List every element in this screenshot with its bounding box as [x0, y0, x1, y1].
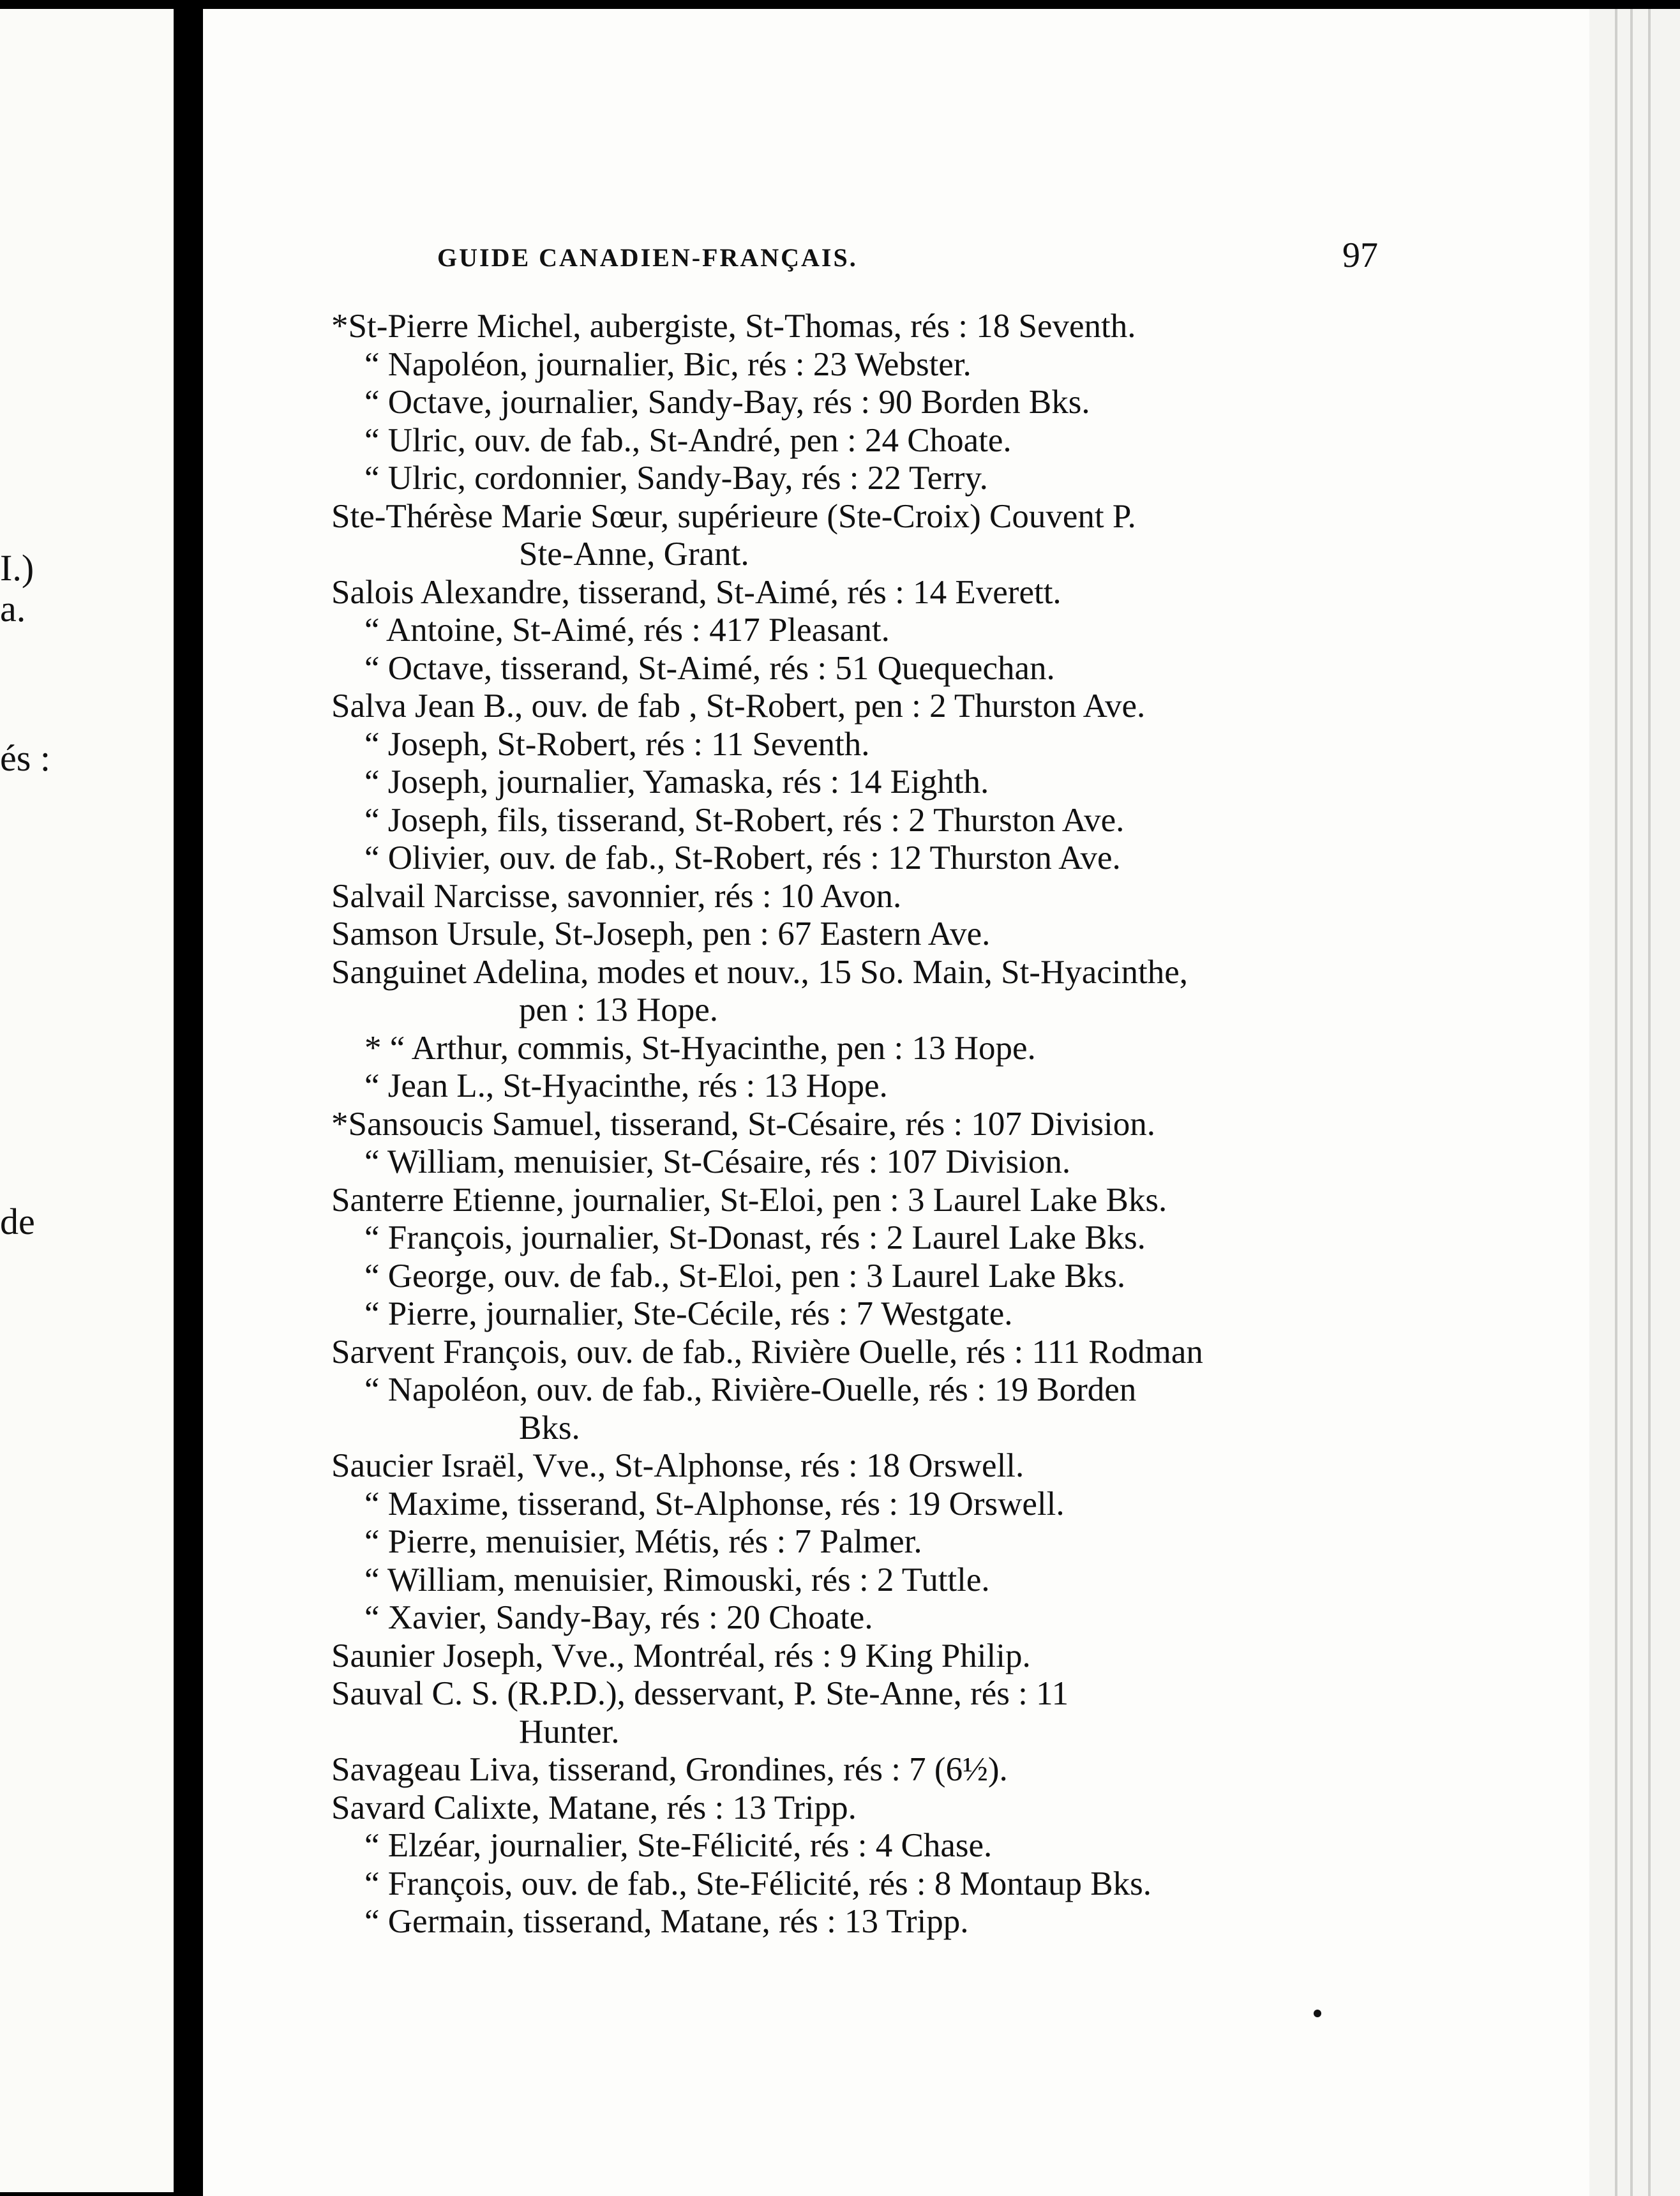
directory-entry-line: “ Octave, tisserand, St-Aimé, rés : 51 Quequechan. — [364, 649, 1055, 687]
directory-entry-line: “ Octave, journalier, Sandy-Bay, rés : 90 Borden Bks. — [364, 384, 1090, 421]
directory-entry-line: “ Napoléon, journalier, Bic, rés : 23 Webster. — [364, 345, 971, 383]
directory-entry-line: “ Joseph, fils, tisserand, St-Robert, rés : 2 Thurston Ave. — [364, 801, 1125, 839]
directory-entry-line: “ Germain, tisserand, Matane, rés : 13 Tripp. — [364, 1903, 969, 1940]
page-edge-line — [1648, 9, 1651, 2196]
directory-entry-line: pen : 13 Hope. — [519, 991, 719, 1028]
page-stack-edge — [1589, 9, 1680, 2196]
directory-entry-line: Hunter. — [519, 1713, 620, 1750]
page-edge-line — [1630, 9, 1633, 2196]
left-page-fragment: I.) — [0, 547, 34, 589]
directory-entry-line: * “ Arthur, commis, St-Hyacinthe, pen : 13 Hope. — [364, 1029, 1036, 1067]
directory-entry-line: “ François, journalier, St-Donast, rés : 2 Laurel Lake Bks. — [364, 1219, 1146, 1256]
left-page-fragment: a. — [0, 588, 26, 629]
directory-entry-line: “ Jean L., St-Hyacinthe, rés : 13 Hope. — [364, 1067, 888, 1104]
directory-entry-line: Salvail Narcisse, savonnier, rés : 10 Avon. — [331, 877, 902, 915]
directory-entry-line: “ Xavier, Sandy-Bay, rés : 20 Choate. — [364, 1599, 873, 1636]
running-head: GUIDE CANADIEN-FRANÇAIS. — [437, 243, 858, 272]
directory-entry-line: Sarvent François, ouv. de fab., Rivière Ouelle, rés : 111 Rodman — [331, 1333, 1203, 1371]
directory-entry-line: Bks. — [519, 1409, 580, 1447]
left-page-fragment: de — [0, 1201, 35, 1242]
directory-entry-line: Savageau Liva, tisserand, Grondines, rés : 7 (6½). — [331, 1751, 1008, 1788]
directory-entry-line: “ Ulric, cordonnier, Sandy-Bay, rés : 22 Terry. — [364, 460, 988, 497]
ink-dot — [1314, 2010, 1321, 2017]
directory-entry-line: “ Maxime, tisserand, St-Alphonse, rés : 19 Orswell. — [364, 1485, 1065, 1523]
directory-entry-line: Ste-Anne, Grant. — [519, 536, 749, 573]
directory-entry-line: Sanguinet Adelina, modes et nouv., 15 So. Main, St-Hyacinthe, — [331, 953, 1189, 991]
page-edge-line — [1615, 9, 1617, 2196]
directory-entry-line: “ Pierre, journalier, Ste-Cécile, rés : 7 Westgate. — [364, 1295, 1013, 1332]
directory-entries — [329, 308, 1388, 1941]
directory-entry-line: *St-Pierre Michel, aubergiste, St-Thomas, rés : 18 Seventh. — [331, 308, 1136, 345]
directory-entry-line: Salva Jean B., ouv. de fab , St-Robert, pen : 2 Thurston Ave. — [331, 688, 1146, 725]
directory-entry-line: “ Antoine, St-Aimé, rés : 417 Pleasant. — [364, 612, 890, 649]
directory-entry-line: Saucier Israël, Vve., St-Alphonse, rés : 18 Orswell. — [331, 1447, 1024, 1484]
left-page-fragment: és : — [0, 737, 50, 779]
directory-entry-line: “ William, menuisier, Rimouski, rés : 2 Tuttle. — [364, 1561, 990, 1598]
directory-entry-line: “ Ulric, ouv. de fab., St-André, pen : 24 Choate. — [364, 421, 1012, 459]
directory-entry-line: “ Joseph, journalier, Yamaska, rés : 14 Eighth. — [364, 763, 989, 801]
directory-entry-line: “ François, ouv. de fab., Ste-Félicité, rés : 8 Montaup Bks. — [364, 1865, 1152, 1902]
directory-entry-line: Savard Calixte, Matane, rés : 13 Tripp. — [331, 1789, 857, 1826]
directory-entry-line: Salois Alexandre, tisserand, St-Aimé, rés : 14 Everett. — [331, 573, 1061, 611]
directory-entry-line: Ste-Thérèse Marie Sœur, supérieure (Ste-Croix) Couvent P. — [331, 497, 1136, 535]
directory-entry-line: Santerre Etienne, journalier, St-Eloi, pen : 3 Laurel Lake Bks. — [331, 1181, 1167, 1219]
directory-entry-line: Samson Ursule, St-Joseph, pen : 67 Eastern Ave. — [331, 915, 991, 952]
page-number: 97 — [1342, 236, 1378, 275]
directory-entry-line: *Sansoucis Samuel, tisserand, St-Césaire, rés : 107 Division. — [331, 1105, 1155, 1143]
directory-entry-line: Sauval C. S. (R.P.D.), desservant, P. Ste-Anne, rés : 11 — [331, 1675, 1069, 1712]
left-page-edge — [0, 9, 174, 2192]
directory-entry-line: “ Joseph, St-Robert, rés : 11 Seventh. — [364, 725, 870, 763]
directory-entry-line: Saunier Joseph, Vve., Montréal, rés : 9 King Philip. — [331, 1637, 1031, 1674]
directory-entry-line: “ Pierre, menuisier, Métis, rés : 7 Palmer. — [364, 1523, 922, 1560]
directory-entry-line: “ Elzéar, journalier, Ste-Félicité, rés : 4 Chase. — [364, 1827, 993, 1864]
page-header — [437, 235, 1378, 280]
directory-entry-line: “ George, ouv. de fab., St-Eloi, pen : 3 Laurel Lake Bks. — [364, 1257, 1126, 1295]
directory-entry-line: “ William, menuisier, St-Césaire, rés : 107 Division. — [364, 1143, 1071, 1180]
directory-entry-line: “ Napoléon, ouv. de fab., Rivière-Ouelle, rés : 19 Borden — [364, 1371, 1137, 1408]
directory-entry-line: “ Olivier, ouv. de fab., St-Robert, rés : 12 Thurston Ave. — [364, 839, 1121, 876]
